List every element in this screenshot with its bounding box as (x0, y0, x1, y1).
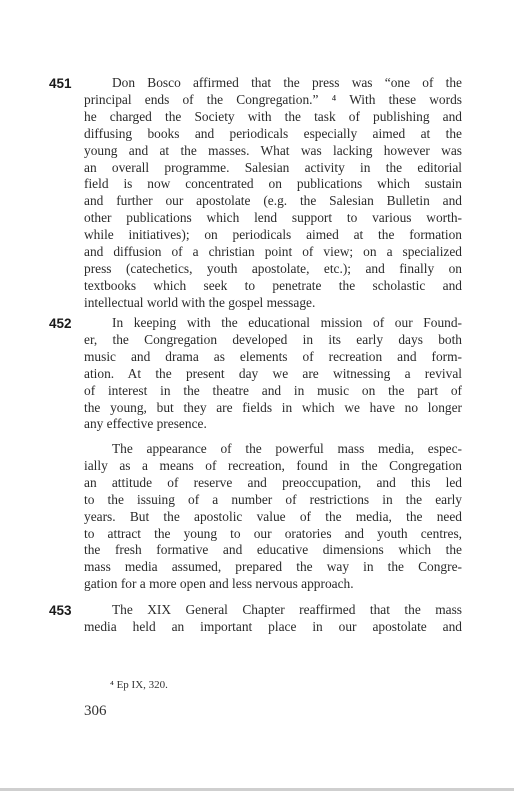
text-line: field is now concentrated on publications which sustain (84, 176, 462, 192)
text-line: an attitude of reserve and preoccupation, and this led (84, 474, 462, 490)
text-line: young and at the masses. What was lacking however was (84, 142, 462, 158)
footnote: ⁴ Ep IX, 320. (110, 679, 168, 691)
text-line: ation. At the present day we are witnessing a revival (84, 365, 462, 381)
page-number: 306 (84, 703, 107, 719)
text-line: and diffusion of a christian point of view; on a specialized (84, 244, 462, 260)
text-line: to the issuing of a number of restrictions in the early (84, 491, 462, 507)
text-line: The XIX General Chapter reaffirmed that the mass (112, 602, 462, 617)
paragraph-number-452: 452 (49, 316, 72, 331)
text-line: while initiatives); on periodicals aimed at the formation (84, 227, 462, 243)
text-line: to attract the young to our oratories and youth centres, (84, 525, 462, 541)
paragraph-451 (84, 75, 462, 312)
text-line: principal ends of the Congregation.” ⁴ With these words (84, 91, 462, 107)
paragraph-452 (84, 315, 462, 433)
text-line: the fresh formative and educative dimensions which the (84, 542, 462, 558)
text-line: and further our apostolate (e.g. the Salesian Bulletin and (84, 193, 462, 209)
text-line: er, the Congregation developed in its early days both (84, 331, 462, 347)
text-line: diffusing books and periodicals especially aimed at the (84, 125, 462, 141)
text-line: the young, but they are fields in which we have no longer (84, 399, 462, 415)
paragraph-452-continued (84, 441, 462, 593)
text-line: media held an important place in our apostolate and (84, 618, 462, 634)
text-line: of interest in the theatre and in music on the part of (84, 382, 462, 398)
text-line: gation for a more open and less nervous approach. (84, 576, 354, 592)
text-line: an overall programme. Salesian activity in the editorial (84, 159, 462, 175)
text-line: textbooks which seek to penetrate the scholastic and (84, 277, 462, 293)
page-edge-divider (0, 788, 514, 791)
text-line: music and drama as elements of recreation and form- (84, 348, 462, 364)
paragraph-453 (84, 602, 462, 636)
text-line: any effective presence. (84, 416, 207, 432)
text-line: intellectual world with the gospel message. (84, 294, 316, 310)
text-line: mass media assumed, prepared the way in the Congre- (84, 559, 462, 575)
text-line: In keeping with the educational mission of our Found- (112, 315, 462, 330)
text-line: The appearance of the powerful mass media, espec- (112, 441, 462, 456)
paragraph-number-453: 453 (49, 603, 72, 618)
text-line: press (catechetics, youth apostolate, etc.); and finally on (84, 260, 462, 276)
text-line: Don Bosco affirmed that the press was “one of the (112, 75, 462, 90)
text-line: he charged the Society with the task of publishing and (84, 108, 462, 124)
text-line: other publications which lend support to various worth- (84, 210, 462, 226)
text-line: years. But the apostolic value of the media, the need (84, 508, 462, 524)
paragraph-number-451: 451 (49, 76, 72, 91)
text-line: ially as a means of recreation, found in the Congregation (84, 457, 462, 473)
